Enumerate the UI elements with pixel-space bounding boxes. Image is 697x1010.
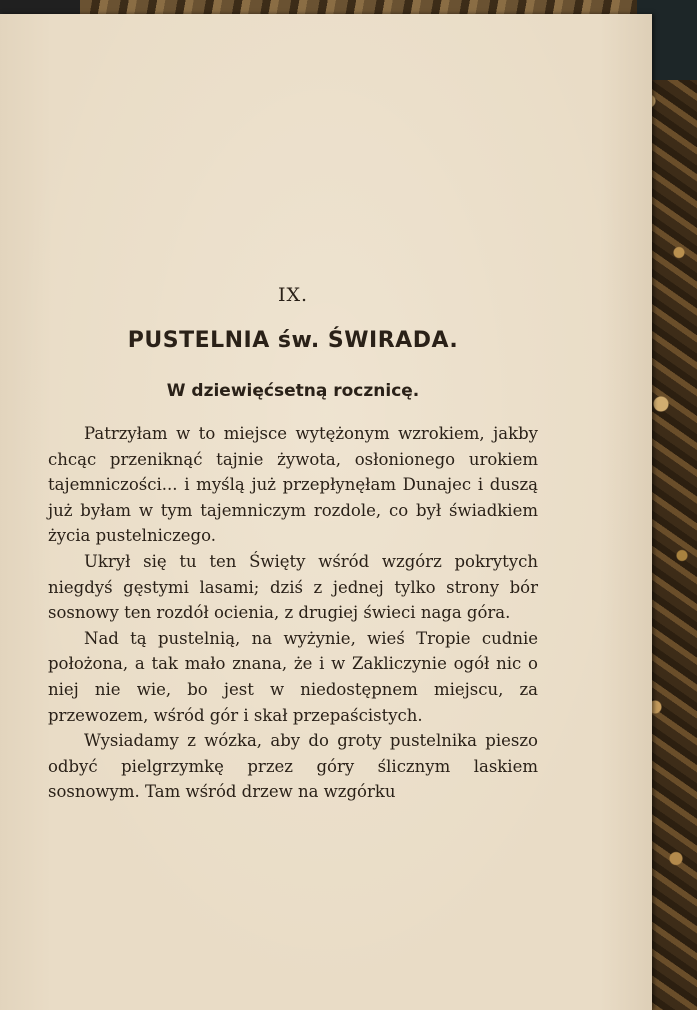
chapter-number: IX. [277,284,309,306]
paragraph: Ukrył się tu ten Święty wśród wzgórz pokrytych niegdyś gęstymi lasami; dziś z jednej tylko strony bór sosnowy ten rozdół ocienia, z drugiej świeci naga góra. [48,551,538,623]
chapter-subtitle: W dziewięćsetną rocznicę. [166,381,420,401]
chapter-title: PUSTELNIA św. ŚWIRADA. [127,328,459,353]
book-page [0,14,652,1010]
paragraph: Patrzyłam w to miejsce wytężonym wzrokiem, jakby chcąc przeniknąć tajnie żywota, osłonionego urokiem tajemniczości... i myślą już przepłynęłam Dunajec i duszą już byłam w tym tajemniczym rozdole, co był świadkiem życia pustelniczego. [48,424,538,546]
page-text [48,284,538,805]
paragraph: Nad tą pustelnią, na wyżynie, wieś Tropie cudnie położona, a tak mało znana, że i w Zakliczynie ogół nic o niej nie wie, bo jest w niedostępnem miejscu, za przewozem, wśród gór i skał przepaścistych. [48,628,538,725]
paragraph: Wysiadamy z wózka, aby do groty pustelnika pieszo odbyć pielgrzymkę przez góry ślicznym laskiem sosnowym. Tam wśród drzew na wzgórku [48,731,538,802]
